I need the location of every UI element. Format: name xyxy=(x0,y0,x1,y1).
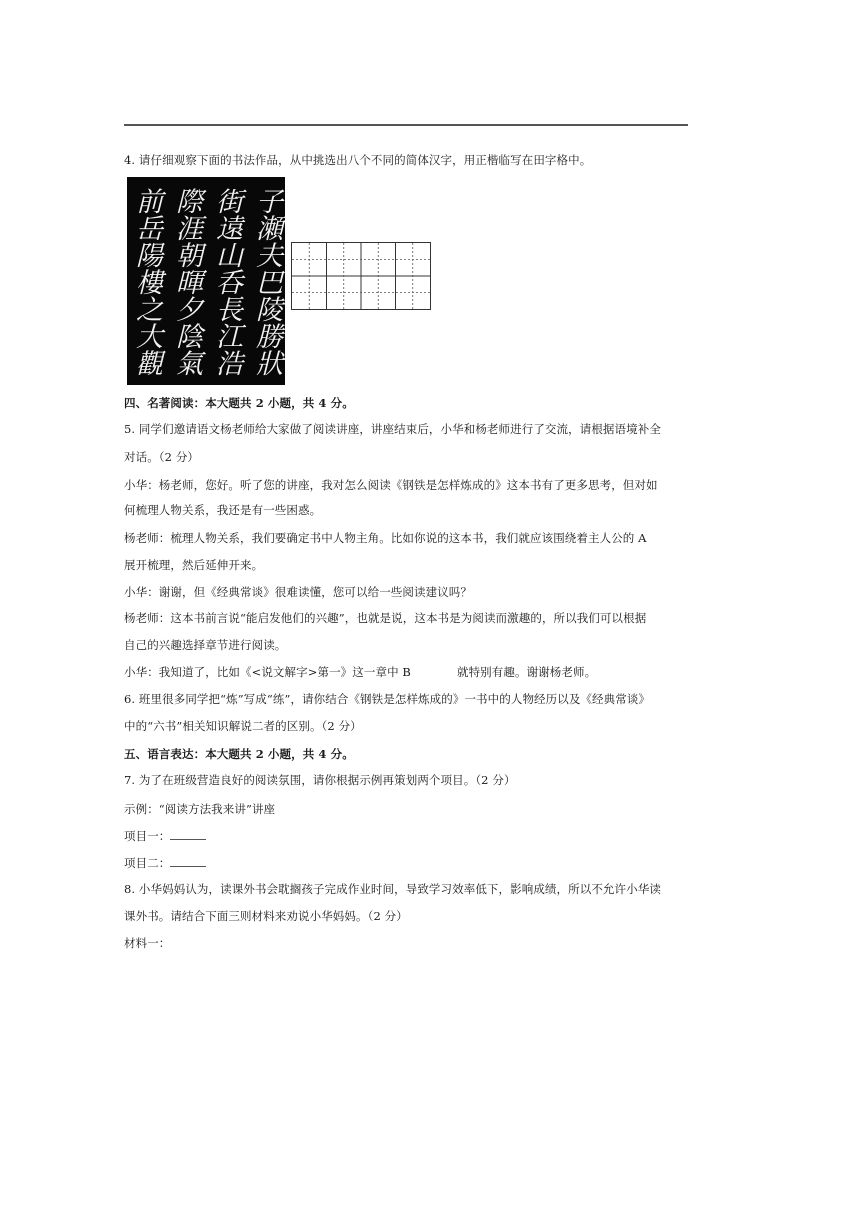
item2-blank[interactable] xyxy=(170,856,206,867)
calligraphy-image xyxy=(127,177,285,385)
item1-label: 项目一： xyxy=(124,829,171,843)
section-4-heading: 四、名著阅读：本大题共 2 小题，共 4 分。 xyxy=(124,396,354,410)
question-5-line2: 对话。（2 分） xyxy=(124,450,200,464)
question-8-line1: 8. 小华妈妈认为，读课外书会耽搁孩子完成作业时间，导致学习效率低下，影响成绩，所以不允许小华读 xyxy=(124,882,661,896)
tianzige-grid[interactable] xyxy=(291,242,431,310)
calligraphy-column-4: 前岳陽樓之大觀 xyxy=(131,186,162,376)
question-7-example: 示例：“阅读方法我来讲”讲座 xyxy=(124,802,276,816)
teacher-line1: 杨老师：梳理人物关系，我们要确定书中人物主角。比如你说的这本书，我们就应该围绕着主人公的 A xyxy=(124,531,647,545)
calligraphy-column-1: 子瀬夫巴陵勝狀 xyxy=(251,186,282,376)
xiaohua-reply-part1: 小华：我知道了，比如《<说文解字>第一》这一章中 B xyxy=(124,665,411,679)
question-5-line1: 5. 同学们邀请语文杨老师给大家做了阅读讲座，讲座结束后，小华和杨老师进行了交流，请根据语境补全 xyxy=(124,422,661,436)
item1-blank[interactable] xyxy=(170,829,206,840)
question-8-line2: 课外书。请结合下面三则材料来劝说小华妈妈。（2 分） xyxy=(124,909,408,923)
xiaohua-line2: 何梳理人物关系，我还是有一些困惑。 xyxy=(124,503,322,517)
xiaohua-reply-part2: 就特别有趣。谢谢杨老师。 xyxy=(456,665,597,679)
question-7-item1 xyxy=(124,829,206,843)
question-8-material: 材料一： xyxy=(124,936,171,950)
teacher-line2: 展开梳理，然后延伸开来。 xyxy=(124,558,264,572)
teacher-answer-line2: 自己的兴趣选择章节进行阅读。 xyxy=(124,638,287,652)
item2-label: 项目二： xyxy=(124,856,171,870)
xiaohua-question: 小华：谢谢，但《经典常谈》很难读懂，您可以给一些阅读建议吗？ xyxy=(124,585,472,599)
question-6-line2: 中的“六书”相关知识解说二者的区别。（2 分） xyxy=(124,719,362,733)
question-7: 7. 为了在班级营造良好的阅读氛围，请你根据示例再策划两个项目。（2 分） xyxy=(124,773,516,787)
header-rule xyxy=(124,124,688,126)
calligraphy-column-2: 街遠山呑長江浩 xyxy=(211,186,242,376)
question-7-item2 xyxy=(124,856,206,870)
calligraphy-column-3: 際涯朝暉夕陰氣 xyxy=(171,186,202,376)
xiaohua-line1: 小华：杨老师，您好。听了您的讲座，我对怎么阅读《钢铁是怎样炼成的》这本书有了更多思考，但对如 xyxy=(124,478,658,492)
xiaohua-reply xyxy=(124,665,596,679)
question-4: 4. 请仔细观察下面的书法作品，从中挑选出八个不同的简体汉字，用正楷临写在田字格中。 xyxy=(124,153,592,167)
section-5-heading: 五、语言表达：本大题共 2 小题，共 4 分。 xyxy=(124,747,354,761)
question-6-line1: 6. 班里很多同学把“炼”写成“练”，请你结合《钢铁是怎样炼成的》一书中的人物经历以及《经典常谈》 xyxy=(124,692,651,706)
teacher-answer-line1: 杨老师：这本书前言说“能启发他们的兴趣”，也就是说，这本书是为阅读而激趣的，所以我们可以根据 xyxy=(124,611,647,625)
